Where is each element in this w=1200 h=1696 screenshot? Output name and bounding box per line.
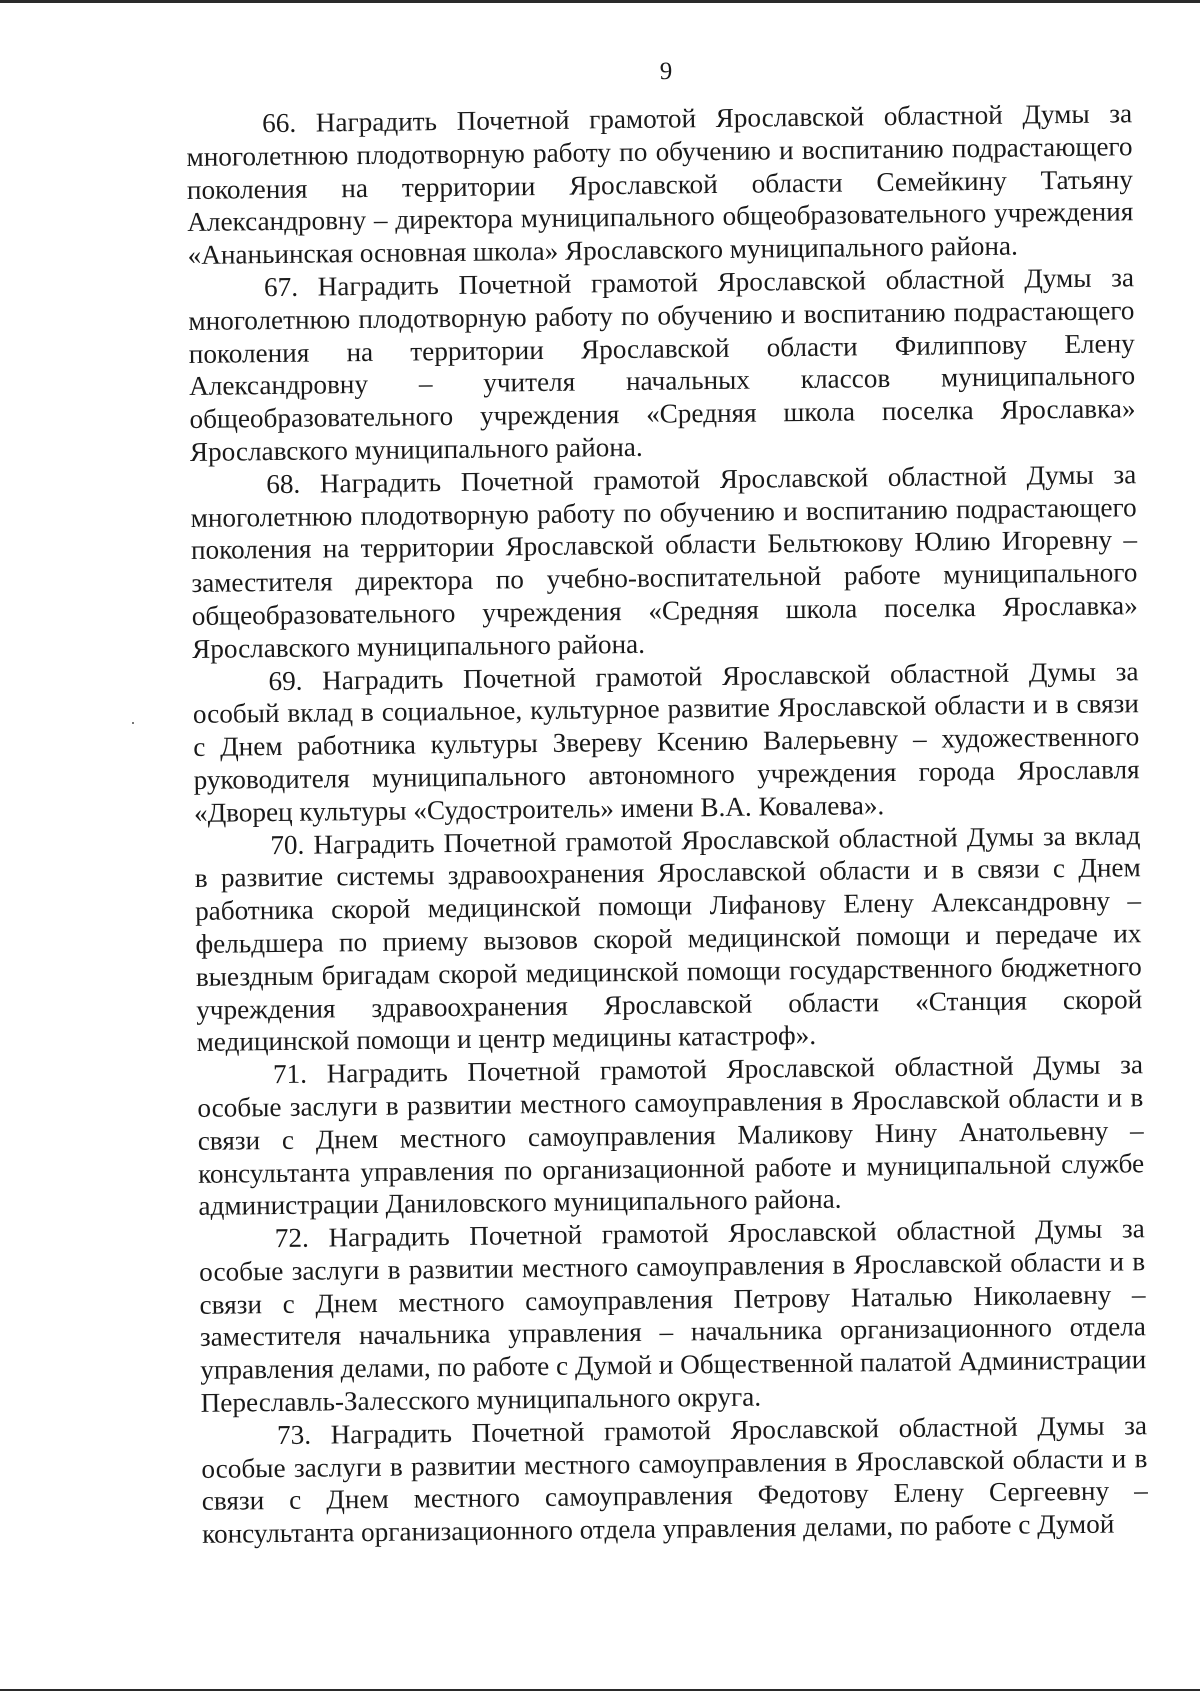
paragraph-73: 73. Наградить Почетной грамотой Ярославской областной Думы за особые заслуги в развитии местного самоуправления в Ярославской области и в связи с Днем местного самоуправления Федотову Елену Сергеевну – консультанта организационного отдела управления делами, по работе с Думой	[201, 1410, 1148, 1550]
paragraph-72: 72. Наградить Почетной грамотой Ярославской областной Думы за особые заслуги в развитии местного самоуправления в Ярославской области и в связи с Днем местного самоуправления Петрову Наталью Николаевну – заместителя начальника управления – начальника организационного отдела управления делами, по работе с Думой и Общественной палатой Администрации Переславль-Залесского муниципального округа.	[199, 1213, 1147, 1418]
scan-speck	[132, 722, 134, 724]
document-body	[186, 97, 1148, 1551]
scan-edge-bottom	[0, 1689, 1200, 1691]
paragraph-66: 66. Наградить Почетной грамотой Ярославской областной Думы за многолетнюю плодотворную работу по обучению и воспитанию подрастающего поколения на территории Ярославской области Семейкину Татьяну Александровну – директора муниципального общеобразовательного учреждения «Ананьинская основная школа» Ярославского муниципального района.	[186, 98, 1134, 271]
paragraph-68: 68. Наградить Почетной грамотой Ярославской областной Думы за многолетнюю плодотворную работу по обучению и воспитанию подрастающего поколения на территории Ярославской области Бельтюкову Юлию Игоревну – заместителя директора по учебно-воспитательной работе муниципального общеобразовательного учреждения «Средняя школа поселка Ярославка» Ярославского муниципального района.	[190, 459, 1138, 664]
paragraph-69: 69. Наградить Почетной грамотой Ярославской областной Думы за особый вклад в социальное, культурное развитие Ярославской области и в связи с Днем работника культуры Звереву Ксению Валерьевну – художественного руководителя муниципального автономного учреждения города Ярославля «Дворец культуры «Судостроитель» имени В.А. Ковалева».	[192, 655, 1140, 828]
scan-edge-top	[0, 0, 1200, 3]
paragraph-67: 67. Наградить Почетной грамотой Ярославской областной Думы за многолетнюю плодотворную работу по обучению и воспитанию подрастающего поколения на территории Ярославской области Филиппову Елену Александровну – учителя начальных классов муниципального общеобразовательного учреждения «Средняя школа поселка Ярославка» Ярославского муниципального района.	[188, 262, 1136, 467]
paragraph-71: 71. Наградить Почетной грамотой Ярославской областной Думы за особые заслуги в развитии местного самоуправления в Ярославской области и в связи с Днем местного самоуправления Маликову Нину Анатольевну – консультанта управления по организационной работе и муниципальной службе администрации Даниловского муниципального района.	[197, 1049, 1145, 1222]
paragraph-70: 70. Наградить Почетной грамотой Ярославской областной Думы за вклад в развитие системы здравоохранения Ярославской области и в связи с Днем работника скорой медицинской помощи Лифанову Елену Александровну – фельдшера по приему вызовов скорой медицинской помощи и передаче их выездным бригадам скорой медицинской помощи государственного бюджетного учреждения здравоохранения Ярославской области «Станция скорой медицинской помощи и центр медицины катастроф».	[194, 819, 1143, 1058]
page-number: 9	[659, 58, 673, 85]
